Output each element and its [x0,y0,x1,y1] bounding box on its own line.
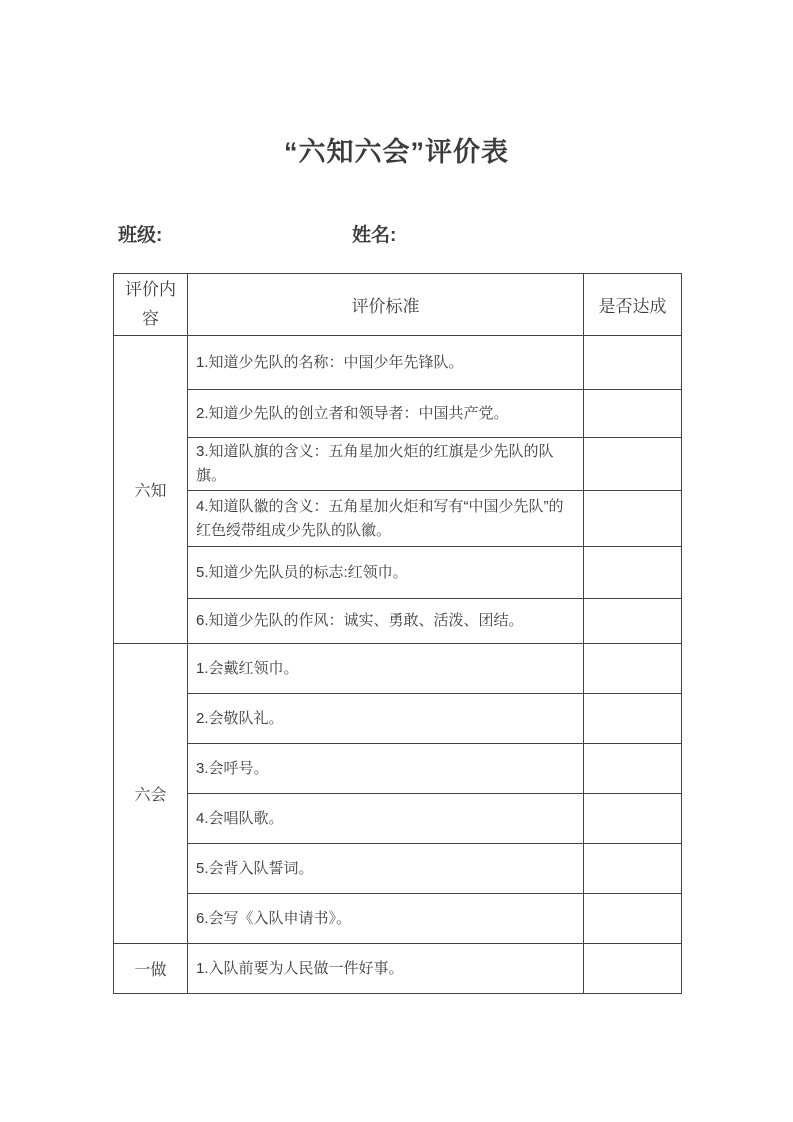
criteria-cell: 6.会写《入队申请书》。 [188,894,584,944]
section-label-liuzhi: 六知 [114,336,188,644]
achieved-cell [584,336,682,390]
table-row [114,944,682,994]
evaluation-table [113,273,682,994]
achieved-cell [584,547,682,599]
criteria-cell: 1.知道少先队的名称：中国少年先锋队。 [188,336,584,390]
table-header-row [114,274,682,336]
criteria-cell: 6.知道少先队的作风：诚实、勇敢、活泼、团结。 [188,599,584,644]
achieved-cell [584,390,682,438]
criteria-cell: 5.会背入队誓词。 [188,844,584,894]
achieved-cell [584,744,682,794]
achieved-cell [584,491,682,547]
achieved-cell [584,694,682,744]
criteria-cell: 3.知道队旗的含义：五角星加火炬的红旗是少先队的队旗。 [188,438,584,491]
table-row [114,336,682,390]
achieved-cell [584,844,682,894]
achieved-cell [584,644,682,694]
section-label-yizuo: 一做 [114,944,188,994]
criteria-cell: 4.知道队徽的含义：五角星加火炬和写有“中国少先队”的红色绶带组成少先队的队徽。 [188,491,584,547]
table-row [114,547,682,599]
table-row [114,894,682,944]
document-title: “六知六会”评价表 [284,137,509,167]
criteria-cell: 2.会敬队礼。 [188,694,584,744]
table-row [114,844,682,894]
table-row [114,599,682,644]
table-row [114,694,682,744]
criteria-cell: 4.会唱队歌。 [188,794,584,844]
table-row [114,390,682,438]
table-row [114,644,682,694]
achieved-cell [584,944,682,994]
section-label-liuhui: 六会 [114,644,188,944]
achieved-cell [584,438,682,491]
info-line [0,220,793,250]
achieved-cell [584,599,682,644]
criteria-cell: 1.会戴红领巾。 [188,644,584,694]
table-row [114,794,682,844]
header-achieved: 是否达成 [584,274,682,336]
name-label: 姓名: [352,225,397,246]
criteria-cell: 3.会呼号。 [188,744,584,794]
achieved-cell [584,794,682,844]
header-criteria: 评价标准 [188,274,584,336]
table-row [114,744,682,794]
table-row [114,438,682,491]
table-row [114,491,682,547]
class-label: 班级: [118,225,163,246]
criteria-cell: 2.知道少先队的创立者和领导者：中国共产党。 [188,390,584,438]
achieved-cell [584,894,682,944]
criteria-cell: 1.入队前要为人民做一件好事。 [188,944,584,994]
criteria-cell: 5.知道少先队员的标志:红领巾。 [188,547,584,599]
header-content: 评价内容 [114,274,188,336]
